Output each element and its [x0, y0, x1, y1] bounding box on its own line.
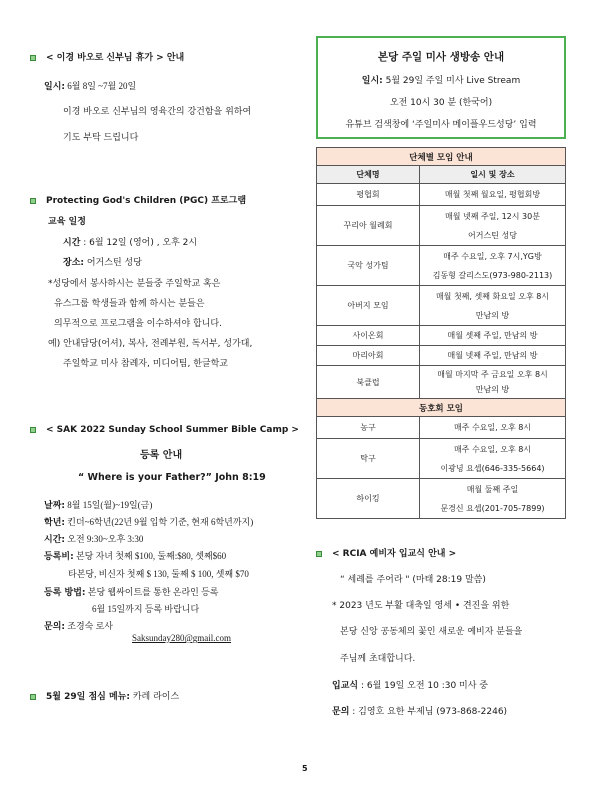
pgc-example2: 주일학교 미사 참례자, 미디어팀, 한글학교: [63, 359, 228, 369]
pgc-note3: 의무적으로 프로그램을 이수하셔야 합니다.: [54, 319, 222, 329]
table-row: 하이킹 매월 둘째 주일 문경신 요셉(201-705-7899): [317, 479, 566, 519]
table-row: 사이온회 매월 셋째 주일, 만남의 방: [317, 326, 566, 346]
pgc-note2: 유스그룹 학생들과 함께 하시는 분들은: [54, 299, 205, 309]
camp-grade: 학년: 킨더~6학년(22년 9월 입학 기준, 현재 6학년까지): [44, 517, 254, 528]
camp-quote: “ Where is your Father?” John 8:19: [78, 472, 266, 483]
table-row: 북클럽 매월 마지막 주 금요일 오후 8시 만남의 방: [317, 366, 566, 399]
col-time-header: 일시 및 장소: [420, 166, 566, 184]
camp-method: 등록 방법: 본당 웹싸이트를 통한 온라인 등록: [44, 587, 219, 598]
pgc-note1: *성당에서 봉사하시는 분들중 주일학교 혹은: [48, 279, 221, 289]
camp-title: < SAK 2022 Sunday School Summer Bible Camp >: [46, 425, 299, 435]
bullet-icon: [30, 694, 36, 700]
rcia-quote: “ 세례를 주어라 " (마태 28:19 말씀): [340, 575, 486, 585]
page-number: 5: [302, 764, 308, 773]
livestream-date: 일시: 5월 29일 주일 미사 Live Stream: [361, 76, 521, 86]
bullet-icon: [30, 427, 36, 433]
vacation-title: < 이경 바오로 신부님 휴가 > 안내: [46, 53, 185, 63]
livestream-time: 오전 10시 30 분 (한국어): [389, 98, 493, 108]
rcia-line3: 주님께 초대합니다.: [340, 654, 416, 664]
table-row: 농구 매주 수요일, 오후 8시: [317, 417, 566, 439]
lunch-value: 카레 라이스: [129, 692, 180, 702]
livestream-title: 본당 주일 미사 생방송 안내: [377, 51, 505, 63]
rcia-title-row: [316, 546, 456, 559]
vacation-date: 일시: 6월 8일 ~7월 20일: [44, 81, 137, 92]
table-row: 탁구 매주 수요일, 오후 8시 이광녕 요셉(646-335-5664): [317, 439, 566, 479]
pgc-title: Protecting God's Children (PGC) 프로그램: [46, 196, 247, 206]
col-name-header: 단체명: [317, 166, 420, 184]
bullet-icon: [30, 55, 36, 61]
vacation-line2: 기도 부탁 드립니다: [63, 133, 139, 143]
club-header: 동호회 모임: [317, 399, 566, 417]
camp-deadline: 6월 15일까지 등록 바랍니다: [92, 604, 200, 614]
bullet-icon: [30, 198, 36, 204]
rcia-contact: 문의 : 김영호 요한 부제님 (973-868-2246): [332, 707, 508, 717]
rcia-line1: * 2023 년도 부활 대축일 영세 • 견진을 위한: [332, 601, 510, 611]
camp-date: 날짜: 8월 15일(월)~19일(금): [44, 500, 153, 511]
camp-fee-line2: 타본당, 비신자 첫째 $ 130, 둘째 $ 100, 셋째 $70: [68, 569, 249, 579]
pgc-example1: 예) 안내담당(어셔), 복사, 전례부원, 독서부, 성가대,: [48, 339, 253, 349]
camp-title-row: [30, 425, 299, 435]
camp-contact: 문의: 조경숙 로사: [44, 621, 113, 632]
rcia-title: < RCIA 예비자 입교식 안내 >: [332, 549, 457, 559]
pgc-title-row: [30, 193, 246, 206]
lunch-row: [30, 689, 179, 702]
camp-time: 시간: 오전 9:30~오후 3:30: [44, 534, 144, 545]
groups-header: 단체별 모임 안내: [317, 148, 566, 166]
camp-email-link[interactable]: Saksunday280@gmail.com: [132, 633, 232, 643]
vacation-title-row: [30, 50, 184, 63]
bullet-icon: [316, 551, 322, 557]
table-row: 아버지 모임 매월 첫째, 셋째 화요일 오후 8시 만남의 방: [317, 286, 566, 326]
camp-subtitle: 등록 안내: [140, 450, 183, 461]
pgc-place: 장소: 어거스틴 성당: [63, 258, 142, 268]
table-row: 마리아회 매월 넷째 주일, 만남의 방: [317, 346, 566, 366]
table-row: 평협회 매월 첫째 월요일, 평협회방: [317, 184, 566, 206]
livestream-youtube: 유튜브 검색창에 ‘주일미사 메이플우드성당’ 입력: [345, 120, 537, 130]
lunch-label: 5월 29일 점심 메뉴:: [46, 692, 130, 702]
livestream-box: [316, 36, 566, 139]
vacation-line1: 이경 바오로 신부님의 영육간의 강건함을 위하여: [63, 107, 252, 117]
table-row: 꾸리아 월례회 매월 넷째 주일, 12시 30분 어거스틴 성당: [317, 206, 566, 246]
rcia-line2: 본당 신앙 공동체의 꽃인 새로운 예비자 분들을: [340, 627, 523, 637]
pgc-schedule-heading: 교육 일정: [48, 217, 86, 227]
groups-table: [316, 147, 566, 519]
camp-fee: 등록비: 본당 자녀 첫째 $100, 둘째:$80, 셋째$60: [44, 551, 227, 562]
pgc-time: 시간 : 6월 12일 (영어) , 오후 2시: [63, 238, 198, 248]
rcia-date: 입교식 : 6월 19일 오전 10 :30 미사 중: [332, 681, 488, 691]
table-row: 국악 성가팀 매주 수요일, 오후 7시,YG방 김동형 갈리스도(973-980-2113): [317, 246, 566, 286]
